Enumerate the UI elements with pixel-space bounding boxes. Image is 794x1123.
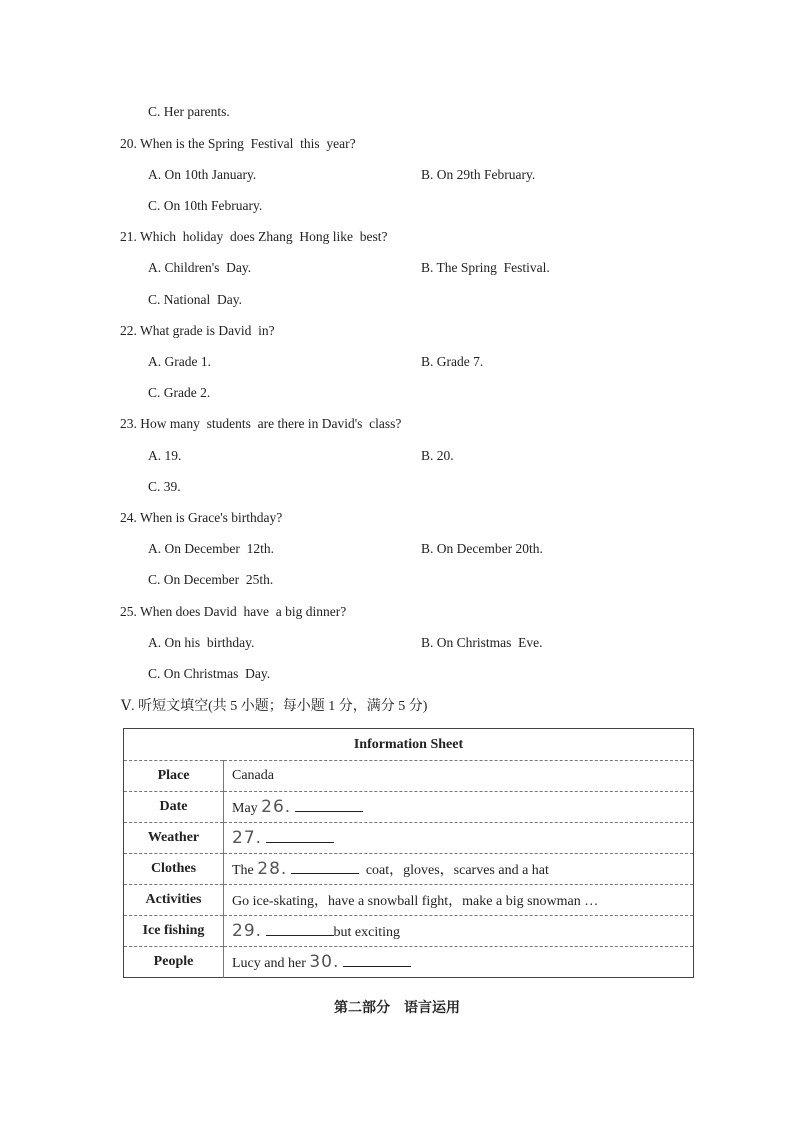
q25-stem: 25. When does David have a big dinner? <box>120 604 347 619</box>
row-label-date: Date <box>124 792 224 823</box>
q22-option-b: B. Grade 7. <box>421 354 484 369</box>
row-label-people: People <box>124 947 224 978</box>
q20-option-c: C. On 10th February. <box>148 198 263 213</box>
table-row <box>124 854 694 885</box>
row-label-place: Place <box>124 761 224 792</box>
q23-stem: 23. How many students are there in David's class? <box>120 416 402 431</box>
row-value-place: Canada <box>224 761 694 792</box>
section-title: Ⅴ. 听短文填空(共 5 小题；每小题 1 分，满分 5 分) <box>121 699 428 714</box>
blank-number-28: 28. <box>257 859 288 879</box>
clothes-suffix: coat，gloves，scarves and a hat <box>358 863 549 878</box>
q25-option-a: A. On his birthday. <box>148 635 255 650</box>
table-row <box>124 761 694 792</box>
answer-blank-30[interactable] <box>343 954 411 967</box>
row-label-clothes: Clothes <box>124 854 224 885</box>
q21-option-c: C. National Day. <box>148 292 242 307</box>
row-value-weather <box>224 823 694 854</box>
q20-stem: 20. When is the Spring Festival this year? <box>120 136 356 151</box>
information-sheet-table <box>123 728 694 978</box>
answer-blank-26[interactable] <box>295 799 363 812</box>
table-row <box>124 823 694 854</box>
blank-number-30: 30. <box>309 952 340 972</box>
row-label-ice-fishing: Ice fishing <box>124 916 224 947</box>
q22-stem: 22. What grade is David in? <box>120 323 275 338</box>
q23-option-c: C. 39. <box>148 479 181 494</box>
date-prefix: May <box>232 801 262 816</box>
table-row <box>124 885 694 916</box>
q24-stem: 24. When is Grace's birthday? <box>120 510 283 525</box>
row-value-clothes <box>224 854 694 885</box>
q24-option-a: A. On December 12th. <box>148 541 274 556</box>
q20-option-b: B. On 29th February. <box>421 167 536 182</box>
q22-option-c: C. Grade 2. <box>148 385 211 400</box>
q21-option-a: A. Children's Day. <box>148 260 252 275</box>
table-row <box>124 947 694 978</box>
row-value-activities: Go ice-skating，have a snowball fight，make a big snowman … <box>224 885 694 916</box>
answer-blank-29[interactable] <box>266 923 334 936</box>
ice-fishing-suffix: but exciting <box>333 925 401 940</box>
blank-number-26: 26. <box>261 797 292 817</box>
part-two-title: 第二部分 语言运用 <box>334 1001 460 1016</box>
row-value-ice-fishing <box>224 916 694 947</box>
table-row <box>124 792 694 823</box>
row-label-weather: Weather <box>124 823 224 854</box>
q19-option-c: C. Her parents. <box>148 104 230 119</box>
clothes-prefix: The <box>232 863 258 878</box>
table-row <box>124 916 694 947</box>
people-prefix: Lucy and her <box>232 956 310 971</box>
q22-option-a: A. Grade 1. <box>148 354 211 369</box>
answer-blank-28[interactable] <box>291 861 359 874</box>
q20-option-a: A. On 10th January. <box>148 167 257 182</box>
q24-option-b: B. On December 20th. <box>421 541 543 556</box>
q25-option-b: B. On Christmas Eve. <box>421 635 543 650</box>
q25-option-c: C. On Christmas Day. <box>148 666 271 681</box>
q24-option-c: C. On December 25th. <box>148 572 274 587</box>
information-sheet-title: Information Sheet <box>124 729 694 761</box>
q21-stem: 21. Which holiday does Zhang Hong like best? <box>120 229 388 244</box>
answer-blank-27[interactable] <box>266 830 334 843</box>
row-label-activities: Activities <box>124 885 224 916</box>
q21-option-b: B. The Spring Festival. <box>421 260 550 275</box>
blank-number-29: 29. <box>232 921 263 941</box>
q23-option-b: B. 20. <box>421 448 454 463</box>
blank-number-27: 27. <box>232 828 263 848</box>
q23-option-a: A. 19. <box>148 448 182 463</box>
row-value-people <box>224 947 694 978</box>
row-value-date <box>224 792 694 823</box>
